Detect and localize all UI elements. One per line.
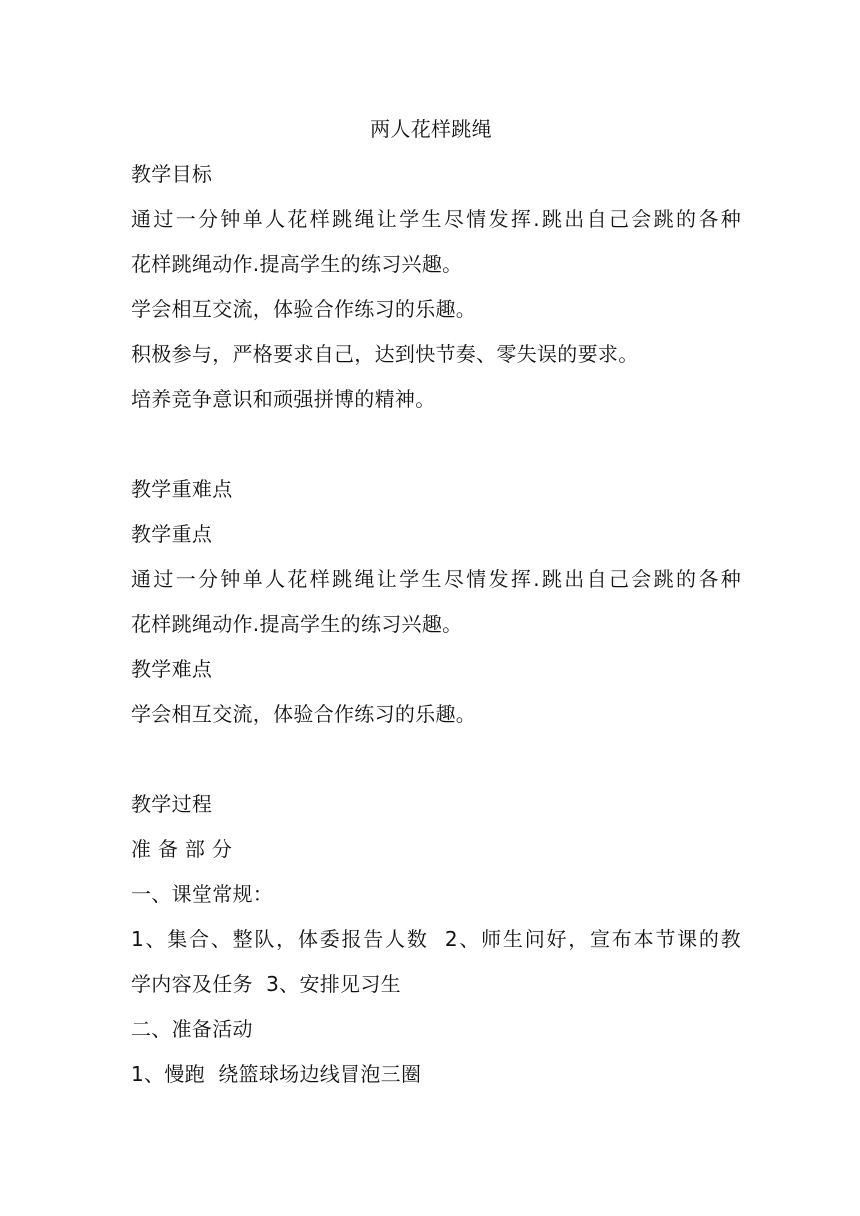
objectives-line: 培养竞争意识和顽强拼博的精神。 <box>131 387 436 411</box>
paragraph-spacer <box>131 422 741 467</box>
key-focus-line: 花样跳绳动作.提高学生的练习兴趣。 <box>131 612 463 636</box>
objectives-line: 通过一分钟单人花样跳绳让学生尽情发挥.跳出自己会跳的各种 <box>131 207 741 231</box>
process-heading: 教学过程 <box>131 792 213 816</box>
warmup-line: 1、慢跑 绕篮球场边线冒泡三圈 <box>131 1062 422 1086</box>
routine-heading: 一、课堂常规： <box>131 882 274 906</box>
key-points-heading: 教学重难点 <box>131 477 233 501</box>
document-body <box>131 107 741 1097</box>
routine-line: 学内容及任务 3、安排见习生 <box>131 972 401 996</box>
routine-line: 1、集合、整队，体委报告人数 2、师生问好，宣布本节课的教 <box>131 927 741 951</box>
difficult-point-line: 学会相互交流，体验合作练习的乐趣。 <box>131 702 477 726</box>
objectives-line: 学会相互交流，体验合作练习的乐趣。 <box>131 297 477 321</box>
preparation-part-label: 准 备 部 分 <box>131 837 233 861</box>
key-focus-line: 通过一分钟单人花样跳绳让学生尽情发挥.跳出自己会跳的各种 <box>131 567 741 591</box>
objectives-heading: 教学目标 <box>131 162 213 186</box>
document-title: 两人花样跳绳 <box>370 117 492 141</box>
warmup-heading: 二、准备活动 <box>131 1017 253 1041</box>
paragraph-spacer <box>131 737 741 782</box>
difficult-point-heading: 教学难点 <box>131 657 213 681</box>
objectives-line: 花样跳绳动作.提高学生的练习兴趣。 <box>131 252 463 276</box>
objectives-line: 积极参与，严格要求自己，达到快节奏、零失误的要求。 <box>131 342 639 366</box>
key-focus-heading: 教学重点 <box>131 522 213 546</box>
